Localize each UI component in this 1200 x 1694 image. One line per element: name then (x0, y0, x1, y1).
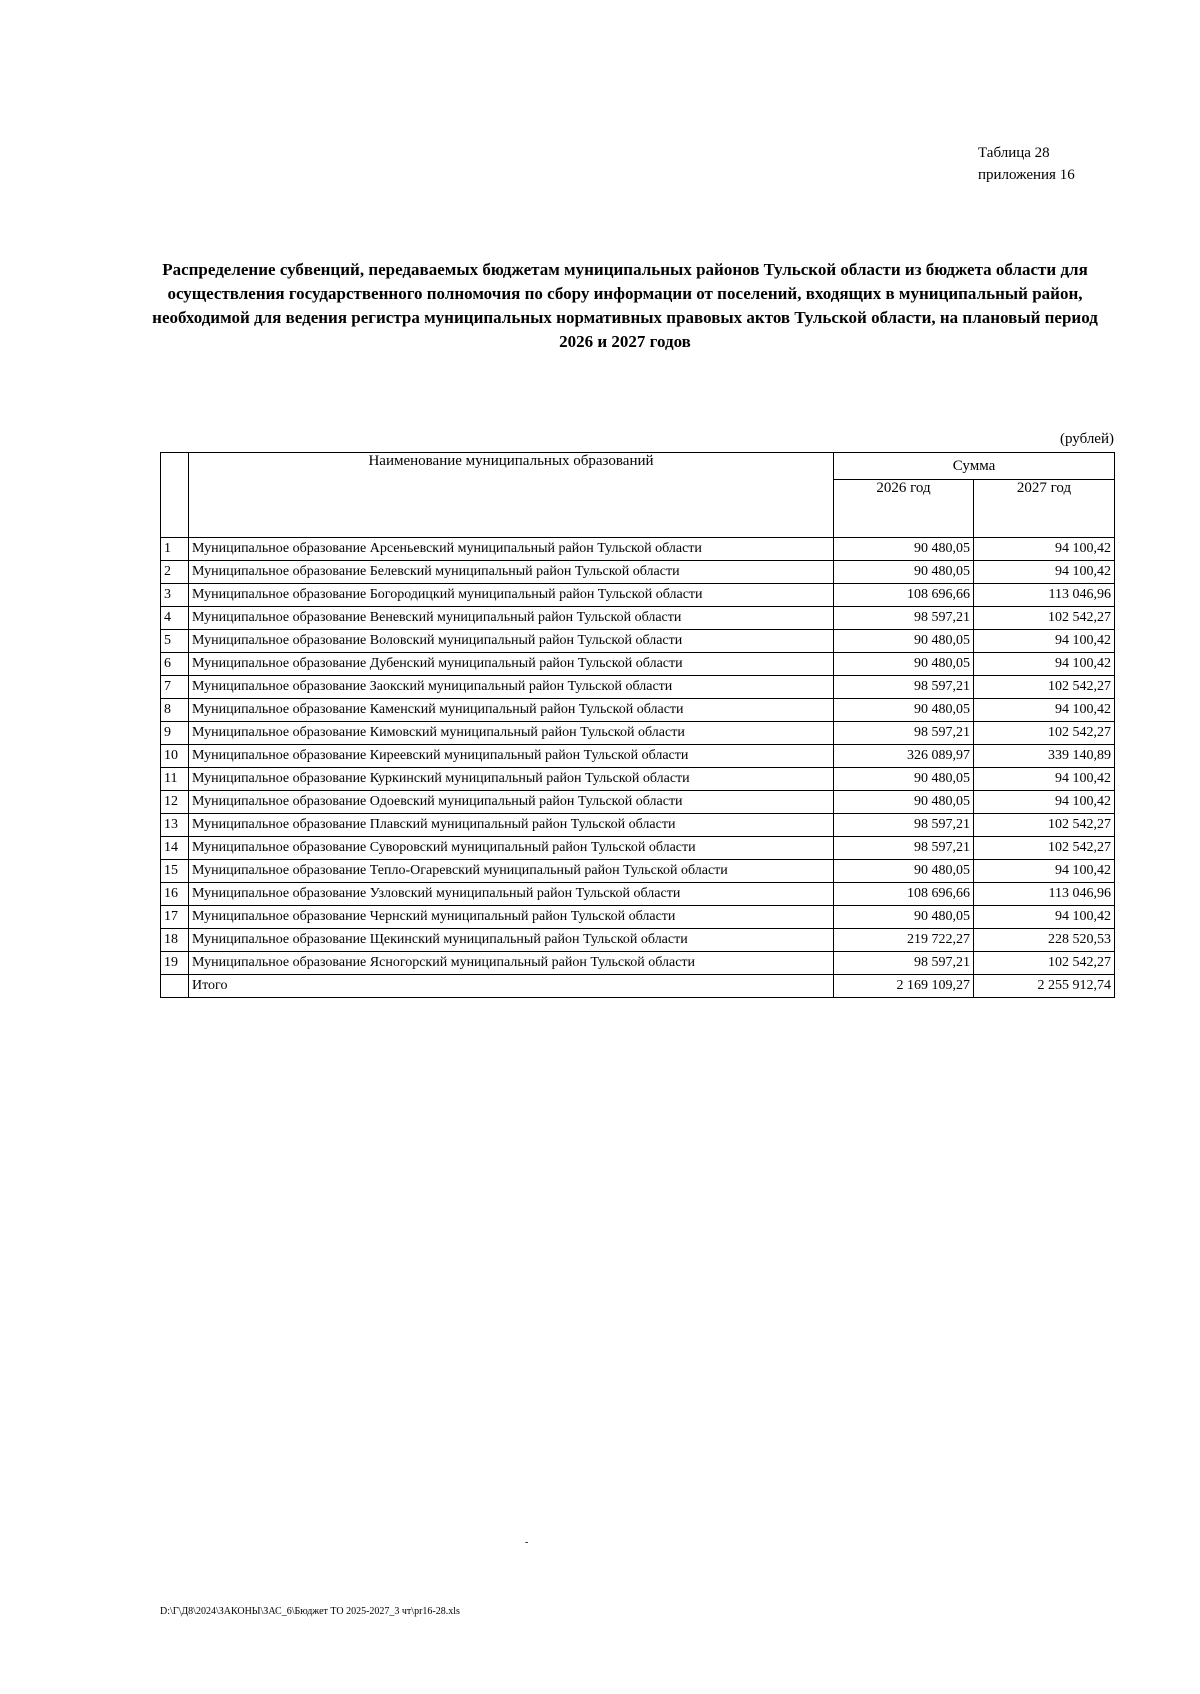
appendix-reference (978, 142, 1075, 186)
row-number: 4 (161, 607, 189, 630)
row-value-2026: 90 480,05 (834, 653, 974, 676)
table-row (161, 561, 1115, 584)
row-number: 17 (161, 906, 189, 929)
row-number: 1 (161, 538, 189, 561)
document-title: Распределение субвенций, передаваемых бюджетам муниципальных районов Тульской области из бюджета области для осуществления государственного полномочия по сбору информации от поселений, входящих в муниципальный район, необходимой для ведения регистра муниципальных нормативных правовых актов Тульской области, на плановый период 2026 и 2027 годов (152, 260, 1098, 351)
row-value-2026: 90 480,05 (834, 906, 974, 929)
row-municipality-name: Муниципальное образование Кимовский муниципальный район Тульской области (189, 722, 834, 745)
file-path-footer: D:\Г\Д8\2024\ЗАКОНЫ\ЗАС_6\Бюджет ТО 2025-2027_3 чт\pr16-28.xls (160, 1606, 460, 1617)
table-row (161, 676, 1115, 699)
row-municipality-name: Муниципальное образование Куркинский муниципальный район Тульской области (189, 768, 834, 791)
table-row (161, 929, 1115, 952)
row-municipality-name: Муниципальное образование Белевский муниципальный район Тульской области (189, 561, 834, 584)
row-value-2027: 228 520,53 (974, 929, 1115, 952)
row-value-2027: 94 100,42 (974, 653, 1115, 676)
row-value-2027: 102 542,27 (974, 722, 1115, 745)
row-municipality-name: Муниципальное образование Суворовский муниципальный район Тульской области (189, 837, 834, 860)
row-value-2027: 339 140,89 (974, 745, 1115, 768)
row-number: 16 (161, 883, 189, 906)
subvention-table (160, 452, 1115, 998)
row-value-2027: 102 542,27 (974, 952, 1115, 975)
row-value-2026: 326 089,97 (834, 745, 974, 768)
row-value-2027: 94 100,42 (974, 768, 1115, 791)
row-value-2026: 98 597,21 (834, 676, 974, 699)
row-number: 15 (161, 860, 189, 883)
row-municipality-name: Муниципальное образование Заокский муниципальный район Тульской области (189, 676, 834, 699)
table-row (161, 837, 1115, 860)
row-municipality-name: Муниципальное образование Воловский муниципальный район Тульской области (189, 630, 834, 653)
row-value-2027: 113 046,96 (974, 584, 1115, 607)
row-value-2026: 219 722,27 (834, 929, 974, 952)
header-number (161, 453, 189, 538)
table-row (161, 653, 1115, 676)
row-value-2027: 94 100,42 (974, 791, 1115, 814)
row-number: 12 (161, 791, 189, 814)
table-row (161, 906, 1115, 929)
table-row (161, 538, 1115, 561)
row-municipality-name: Муниципальное образование Плавский муниципальный район Тульской области (189, 814, 834, 837)
header-2026: 2026 год (834, 480, 974, 538)
units-label: (рублей) (1059, 431, 1114, 447)
row-value-2026: 98 597,21 (834, 607, 974, 630)
row-value-2027: 94 100,42 (974, 630, 1115, 653)
row-number: 11 (161, 768, 189, 791)
scan-mark: - (525, 1537, 529, 1548)
row-value-2027: 102 542,27 (974, 607, 1115, 630)
table-row (161, 791, 1115, 814)
appendix-label: приложения 16 (978, 167, 1075, 183)
row-municipality-name: Муниципальное образование Киреевский муниципальный район Тульской области (189, 745, 834, 768)
row-municipality-name: Муниципальное образование Богородицкий муниципальный район Тульской области (189, 584, 834, 607)
row-municipality-name: Муниципальное образование Ясногорский муниципальный район Тульской области (189, 952, 834, 975)
row-value-2027: 102 542,27 (974, 837, 1115, 860)
row-value-2026: 90 480,05 (834, 561, 974, 584)
row-value-2026: 90 480,05 (834, 699, 974, 722)
row-number: 9 (161, 722, 189, 745)
table-row (161, 952, 1115, 975)
table-row (161, 584, 1115, 607)
row-value-2026: 90 480,05 (834, 791, 974, 814)
row-value-2027: 94 100,42 (974, 860, 1115, 883)
row-municipality-name: Муниципальное образование Щекинский муниципальный район Тульской области (189, 929, 834, 952)
row-municipality-name: Муниципальное образование Тепло-Огаревский муниципальный район Тульской области (189, 860, 834, 883)
total-value-2027: 2 255 912,74 (974, 975, 1115, 998)
table-row (161, 607, 1115, 630)
row-municipality-name: Муниципальное образование Арсеньевский муниципальный район Тульской области (189, 538, 834, 561)
row-number: 6 (161, 653, 189, 676)
table-label: Таблица 28 (978, 145, 1050, 161)
row-value-2026: 90 480,05 (834, 768, 974, 791)
table-row (161, 630, 1115, 653)
row-number: 10 (161, 745, 189, 768)
row-value-2027: 94 100,42 (974, 538, 1115, 561)
row-municipality-name: Муниципальное образование Одоевский муниципальный район Тульской области (189, 791, 834, 814)
row-municipality-name: Муниципальное образование Веневский муниципальный район Тульской области (189, 607, 834, 630)
row-value-2027: 94 100,42 (974, 699, 1115, 722)
total-label: Итого (189, 975, 834, 998)
row-number: 18 (161, 929, 189, 952)
table-row (161, 768, 1115, 791)
row-municipality-name: Муниципальное образование Чернский муниципальный район Тульской области (189, 906, 834, 929)
table-row (161, 722, 1115, 745)
table-row (161, 699, 1115, 722)
total-value-2026: 2 169 109,27 (834, 975, 974, 998)
header-2027: 2027 год (974, 480, 1115, 538)
row-value-2026: 98 597,21 (834, 952, 974, 975)
table-row (161, 883, 1115, 906)
total-row (161, 975, 1115, 998)
row-value-2027: 94 100,42 (974, 906, 1115, 929)
row-municipality-name: Муниципальное образование Каменский муниципальный район Тульской области (189, 699, 834, 722)
row-value-2026: 108 696,66 (834, 883, 974, 906)
total-number (161, 975, 189, 998)
row-value-2026: 98 597,21 (834, 722, 974, 745)
row-number: 5 (161, 630, 189, 653)
row-number: 19 (161, 952, 189, 975)
table-row (161, 860, 1115, 883)
row-value-2027: 102 542,27 (974, 676, 1115, 699)
row-value-2026: 90 480,05 (834, 860, 974, 883)
header-name: Наименование муниципальных образований (189, 453, 834, 538)
table-row (161, 745, 1115, 768)
row-value-2026: 90 480,05 (834, 630, 974, 653)
row-municipality-name: Муниципальное образование Дубенский муниципальный район Тульской области (189, 653, 834, 676)
row-value-2026: 108 696,66 (834, 584, 974, 607)
row-number: 8 (161, 699, 189, 722)
row-value-2027: 102 542,27 (974, 814, 1115, 837)
row-value-2026: 98 597,21 (834, 837, 974, 860)
table-body (161, 538, 1115, 998)
row-number: 2 (161, 561, 189, 584)
row-municipality-name: Муниципальное образование Узловский муниципальный район Тульской области (189, 883, 834, 906)
table-row (161, 814, 1115, 837)
row-value-2026: 98 597,21 (834, 814, 974, 837)
row-value-2026: 90 480,05 (834, 538, 974, 561)
row-value-2027: 113 046,96 (974, 883, 1115, 906)
row-number: 7 (161, 676, 189, 699)
header-sum: Сумма (834, 453, 1115, 480)
row-number: 13 (161, 814, 189, 837)
row-number: 14 (161, 837, 189, 860)
row-value-2027: 94 100,42 (974, 561, 1115, 584)
row-number: 3 (161, 584, 189, 607)
